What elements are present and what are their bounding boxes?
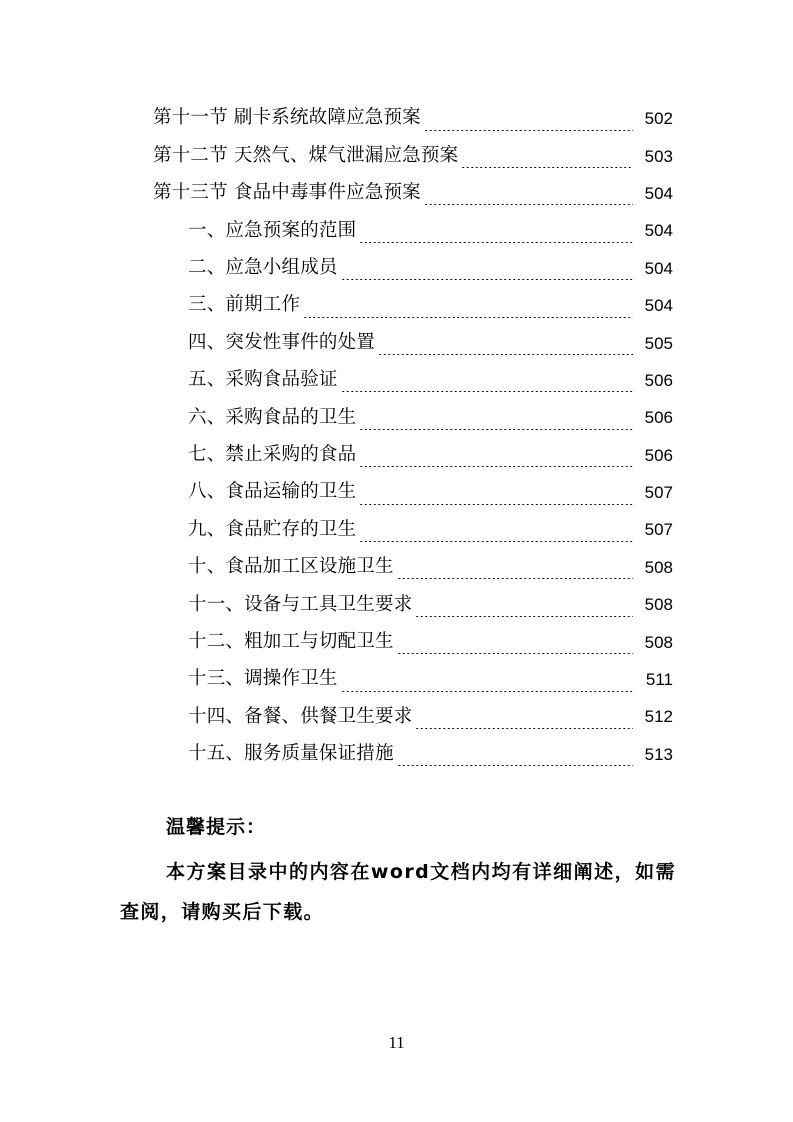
toc-entry-label: 第十一节 刷卡系统故障应急预案 [153, 107, 421, 129]
toc-dot-leader [303, 300, 633, 318]
toc-entry-page: 506 [644, 445, 673, 465]
toc-entry-page: 504 [644, 183, 673, 203]
toc-entry-page: 504 [644, 258, 673, 278]
toc-dot-leader [397, 636, 633, 654]
toc-entry[interactable] [0, 623, 793, 660]
toc-entry-page: 508 [644, 595, 673, 615]
toc-dot-leader [424, 187, 633, 205]
toc-dot-leader [359, 487, 633, 505]
toc-entry-label: 七、禁止采购的食品 [188, 443, 357, 465]
toc-entry-label: 第十二节 天然气、煤气泄漏应急预案 [153, 144, 459, 166]
toc-entry-label: 十四、备餐、供餐卫生要求 [188, 705, 413, 727]
toc-dot-leader [415, 711, 633, 729]
page-number: 11 [388, 1033, 405, 1052]
toc-entry-label: 十三、调操作卫生 [188, 668, 338, 690]
toc-entry-page: 503 [644, 146, 673, 166]
toc-dot-leader [461, 150, 633, 168]
toc-entry-label: 十、食品加工区设施卫生 [188, 556, 394, 578]
toc-entry[interactable] [0, 549, 793, 586]
toc-dot-leader [341, 674, 633, 692]
toc-dot-leader [424, 113, 633, 131]
toc-entry-page: 507 [644, 483, 673, 503]
toc-dot-leader [359, 449, 633, 467]
toc-entry[interactable] [0, 661, 793, 698]
table-of-contents [0, 100, 793, 773]
toc-entry[interactable] [0, 437, 793, 474]
toc-dot-leader [341, 374, 633, 392]
toc-entry-label: 十一、设备与工具卫生要求 [188, 593, 413, 615]
toc-entry[interactable] [0, 287, 793, 324]
toc-dot-leader [341, 262, 633, 280]
toc-entry-page: 505 [644, 333, 673, 353]
toc-entry-page: 504 [644, 296, 673, 316]
toc-entry-page: 502 [644, 109, 673, 129]
toc-entry-label: 八、食品运输的卫生 [188, 481, 357, 503]
toc-entry-page: 511 [645, 670, 673, 690]
toc-entry[interactable] [0, 399, 793, 436]
tip-body: 本方案目录中的内容在word文档内均有详细阐述，如需查阅，请购买后下载。 [120, 861, 676, 923]
toc-entry-label: 十二、粗加工与切配卫生 [188, 630, 394, 652]
toc-entry[interactable] [0, 175, 793, 212]
toc-entry-label: 五、采购食品验证 [188, 369, 338, 391]
toc-entry-label: 十五、服务质量保证措施 [188, 743, 394, 765]
toc-entry[interactable] [0, 250, 793, 287]
toc-dot-leader [359, 412, 633, 430]
toc-entry-page: 507 [644, 520, 673, 540]
toc-entry-label: 四、突发性事件的处置 [188, 331, 376, 353]
toc-entry-label: 一、应急预案的范围 [188, 219, 357, 241]
toc-dot-leader [415, 599, 633, 617]
toc-entry[interactable] [0, 324, 793, 361]
toc-dot-leader [359, 524, 633, 542]
toc-entry[interactable] [0, 586, 793, 623]
toc-dot-leader [397, 561, 633, 579]
toc-entry[interactable] [0, 698, 793, 735]
toc-entry[interactable] [0, 736, 793, 773]
toc-entry-page: 508 [644, 632, 673, 652]
toc-entry[interactable] [0, 474, 793, 511]
toc-entry[interactable] [0, 100, 793, 137]
toc-entry-page: 508 [644, 557, 673, 577]
toc-entry-label: 第十三节 食品中毒事件应急预案 [153, 182, 421, 204]
toc-entry[interactable] [0, 362, 793, 399]
toc-dot-leader [397, 748, 633, 766]
toc-entry-page: 506 [644, 370, 673, 390]
toc-entry[interactable] [0, 137, 793, 174]
toc-dot-leader [359, 225, 633, 243]
toc-entry-page: 513 [644, 744, 673, 764]
toc-entry-page: 512 [644, 707, 673, 727]
toc-entry-label: 六、采购食品的卫生 [188, 406, 357, 428]
toc-entry-page: 506 [644, 408, 673, 428]
toc-dot-leader [378, 337, 633, 355]
toc-entry[interactable] [0, 511, 793, 548]
toc-entry[interactable] [0, 212, 793, 249]
toc-entry-page: 504 [644, 221, 673, 241]
toc-entry-label: 二、应急小组成员 [188, 257, 338, 278]
toc-entry-label: 九、食品贮存的卫生 [188, 518, 357, 540]
toc-entry-label: 三、前期工作 [188, 294, 301, 316]
tip-title: 温馨提示： [166, 816, 267, 838]
